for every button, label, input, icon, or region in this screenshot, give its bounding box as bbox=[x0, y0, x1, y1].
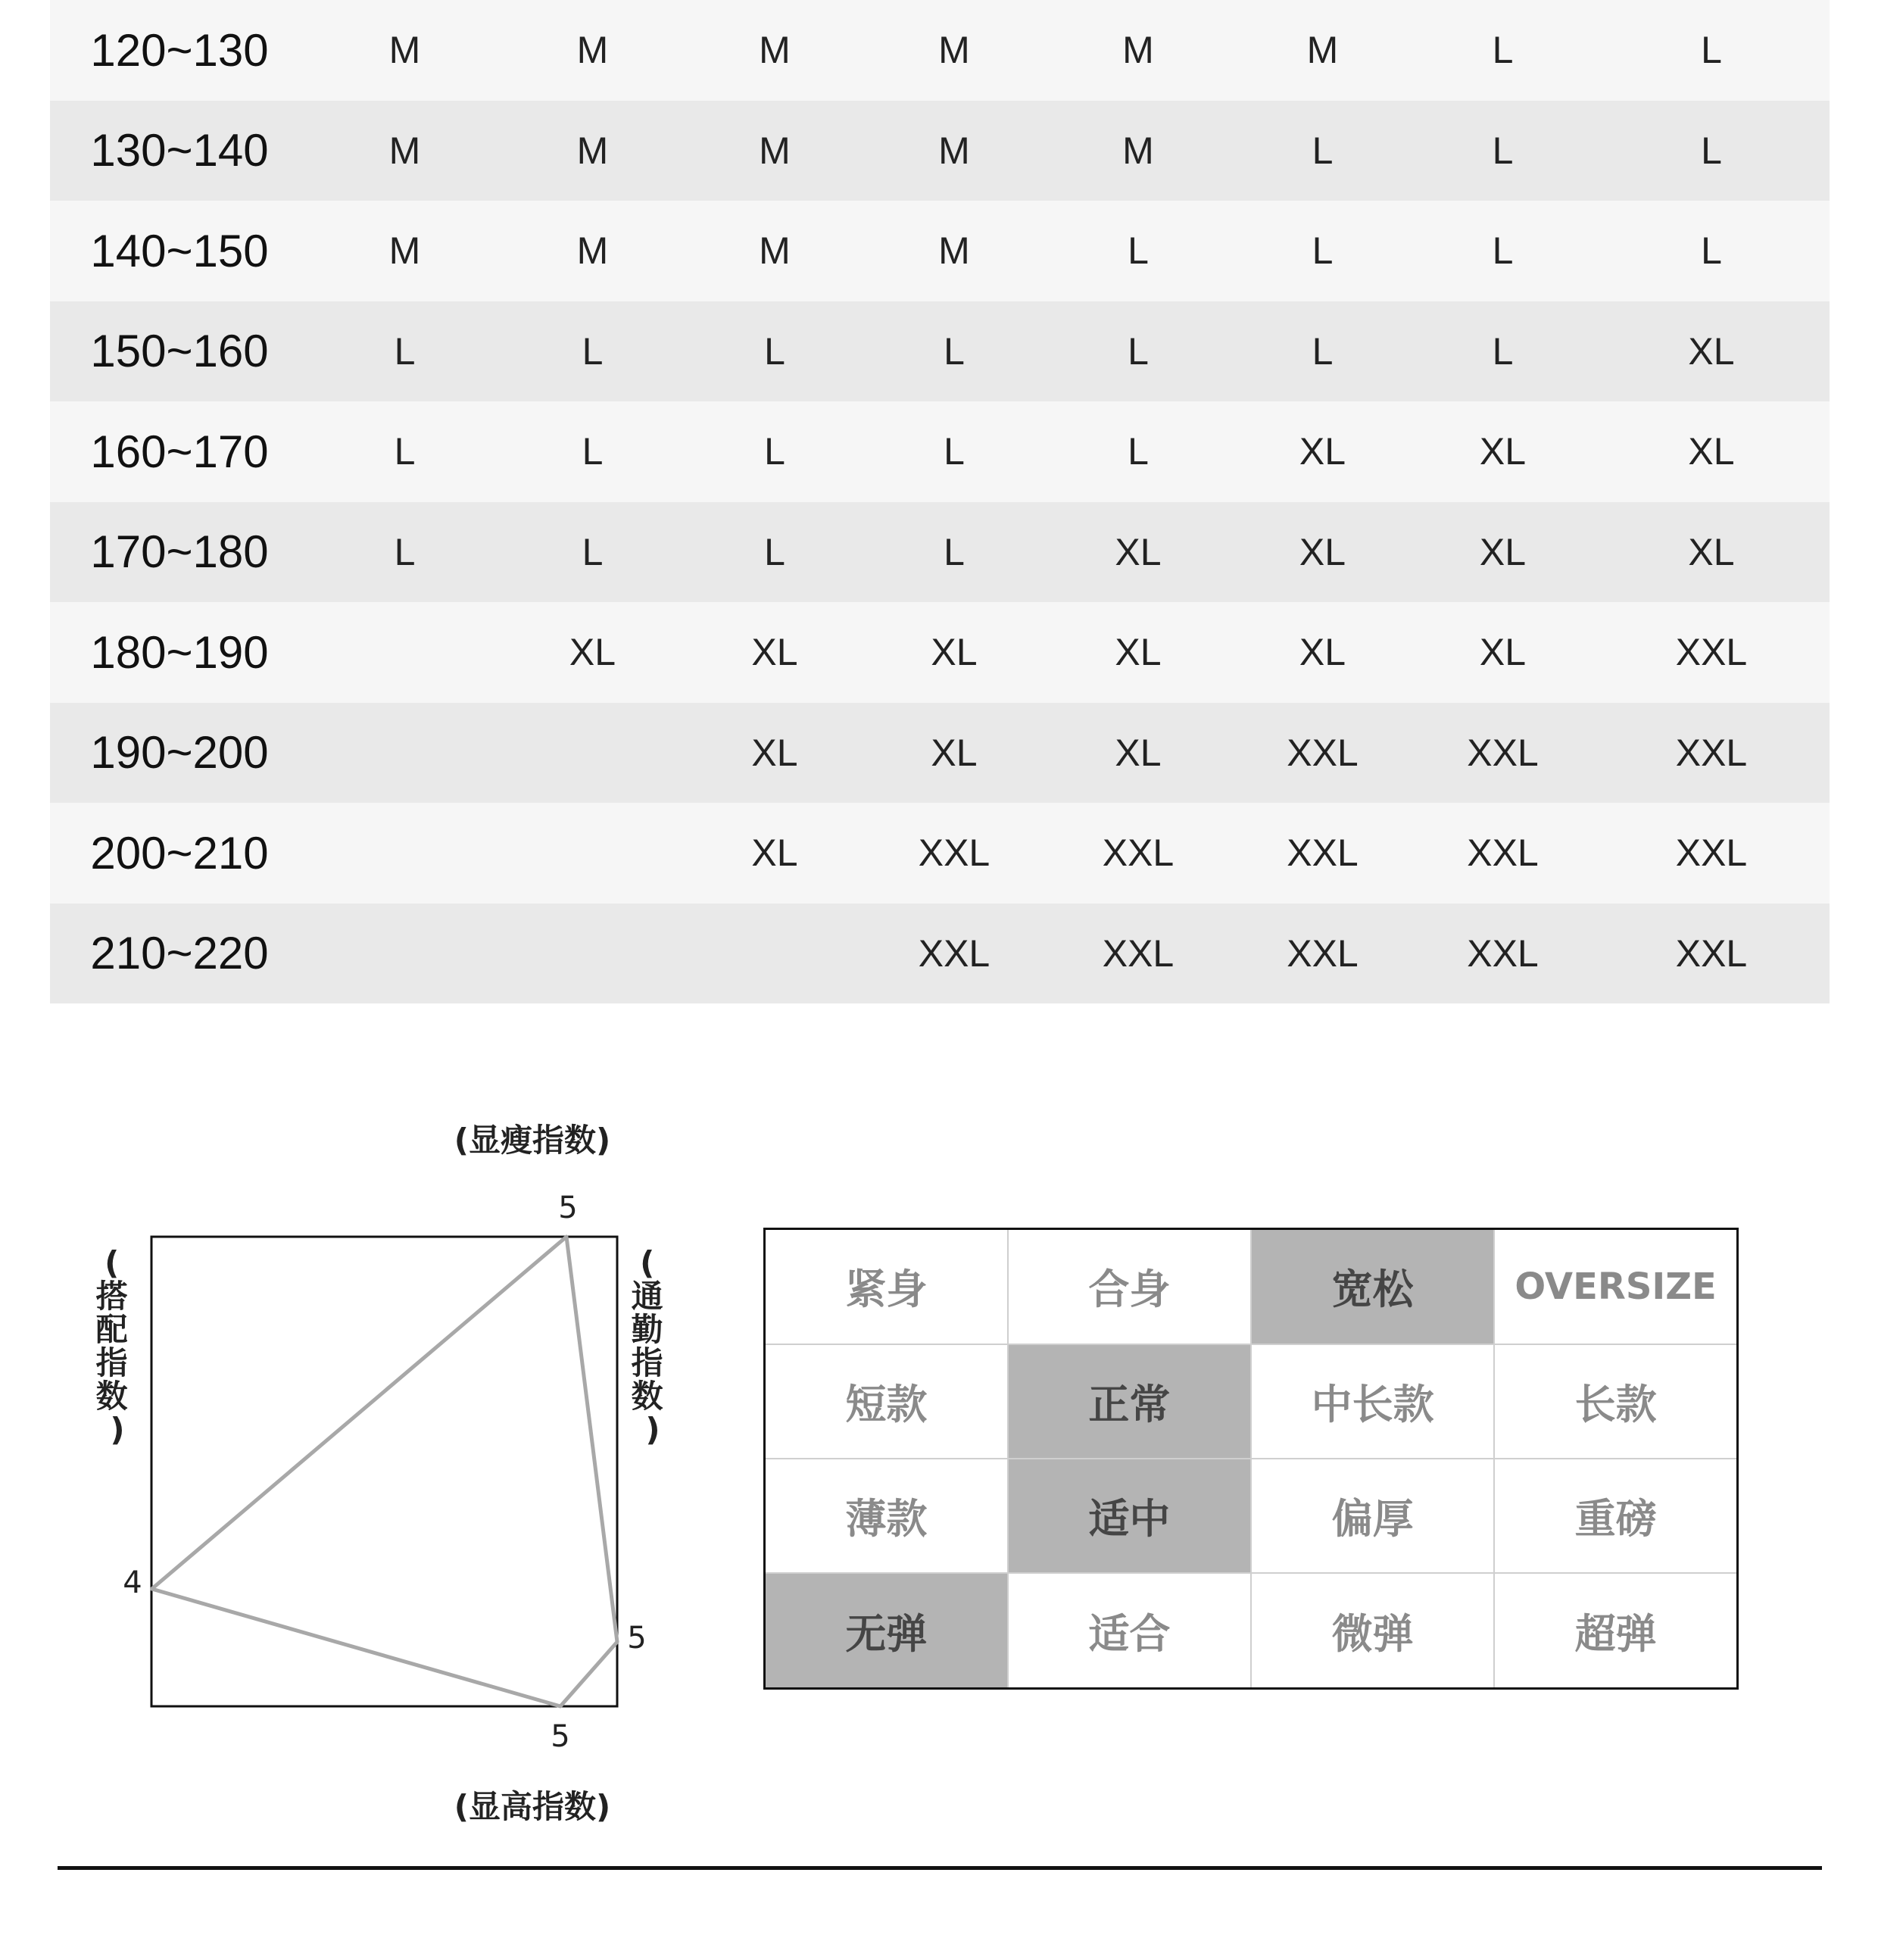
size-cell: L bbox=[1492, 229, 1514, 273]
size-range-cell: 180~190 bbox=[90, 626, 269, 678]
attribute-cell: 中长款 bbox=[1251, 1344, 1494, 1459]
size-cell: XXL bbox=[1467, 731, 1539, 774]
size-cell: XXL bbox=[1675, 832, 1748, 875]
commute-index-label: ( 通 勤 指 数 ) bbox=[631, 1244, 663, 1448]
size-cell bbox=[309, 904, 501, 1004]
size-cell: L bbox=[764, 329, 785, 373]
size-cell bbox=[309, 703, 501, 804]
size-cell: XL bbox=[1115, 731, 1162, 774]
size-range-cell: 210~220 bbox=[90, 928, 269, 979]
size-cell bbox=[685, 904, 865, 1004]
size-chart-body bbox=[50, 0, 1830, 1003]
attribute-row bbox=[765, 1344, 1738, 1459]
size-cell: XXL bbox=[1467, 832, 1539, 875]
size-cell bbox=[501, 803, 685, 904]
attribute-cell: 适中 bbox=[1008, 1459, 1251, 1573]
size-cell: XL bbox=[1299, 631, 1346, 674]
attribute-cell: 偏厚 bbox=[1251, 1459, 1494, 1573]
attribute-cell: 无弹 bbox=[765, 1573, 1008, 1688]
size-cell: L bbox=[1128, 430, 1149, 473]
size-cell: XL bbox=[569, 631, 616, 674]
size-cell: XXL bbox=[1467, 932, 1539, 975]
garment-attribute-body bbox=[765, 1229, 1738, 1689]
size-cell: XL bbox=[1299, 430, 1346, 473]
size-cell bbox=[501, 703, 685, 804]
attribute-cell: 合身 bbox=[1008, 1229, 1251, 1344]
size-cell: M bbox=[576, 129, 609, 172]
size-cell: M bbox=[759, 129, 791, 172]
size-cell: XL bbox=[1688, 530, 1735, 573]
commute-value: 5 bbox=[627, 1621, 647, 1656]
size-row bbox=[50, 502, 1830, 603]
size-cell: XL bbox=[1115, 530, 1162, 573]
size-cell bbox=[309, 803, 501, 904]
size-cell: XXL bbox=[1675, 631, 1748, 674]
size-cell: L bbox=[1492, 129, 1514, 172]
size-range-cell: 140~150 bbox=[90, 225, 269, 276]
matching-value: 4 bbox=[123, 1565, 142, 1600]
attribute-cell: 正常 bbox=[1008, 1344, 1251, 1459]
size-cell: L bbox=[944, 430, 965, 473]
size-row bbox=[50, 602, 1830, 703]
size-cell: L bbox=[944, 530, 965, 573]
size-cell: XXL bbox=[1287, 832, 1359, 875]
height-value: 5 bbox=[551, 1719, 570, 1754]
size-cell: XXL bbox=[1102, 932, 1175, 975]
slimming-index-label: (显瘦指数) bbox=[454, 1122, 611, 1159]
size-cell: L bbox=[1312, 329, 1334, 373]
size-cell: M bbox=[759, 29, 791, 72]
size-cell: XXL bbox=[1287, 932, 1359, 975]
size-cell: XL bbox=[1115, 631, 1162, 674]
attribute-row bbox=[765, 1229, 1738, 1344]
attribute-cell: 短款 bbox=[765, 1344, 1008, 1459]
attribute-cell: 重磅 bbox=[1494, 1459, 1737, 1573]
size-row bbox=[50, 803, 1830, 904]
size-cell: M bbox=[576, 29, 609, 72]
size-cell: L bbox=[944, 329, 965, 373]
size-range-cell: 120~130 bbox=[90, 24, 269, 76]
attribute-cell: 微弹 bbox=[1251, 1573, 1494, 1688]
size-cell: XXL bbox=[1675, 731, 1748, 774]
size-row bbox=[50, 904, 1830, 1004]
size-cell: XL bbox=[1299, 530, 1346, 573]
slimming-value: 5 bbox=[558, 1191, 578, 1225]
size-cell: M bbox=[1306, 29, 1339, 72]
size-cell: L bbox=[394, 329, 416, 373]
garment-attribute-grid bbox=[763, 1228, 1739, 1690]
size-row bbox=[50, 101, 1830, 201]
size-cell: XL bbox=[751, 832, 798, 875]
size-cell: XL bbox=[931, 731, 978, 774]
size-cell: XL bbox=[1479, 530, 1527, 573]
size-range-cell: 150~160 bbox=[90, 326, 269, 377]
size-cell: XXL bbox=[1675, 932, 1748, 975]
size-range-cell: 190~200 bbox=[90, 727, 269, 779]
size-cell: L bbox=[394, 530, 416, 573]
size-cell: XXL bbox=[918, 932, 990, 975]
size-chart-table bbox=[50, 0, 1830, 1003]
size-cell: M bbox=[938, 29, 970, 72]
size-range-cell: 130~140 bbox=[90, 125, 269, 176]
size-cell: M bbox=[759, 229, 791, 273]
size-range-cell: 170~180 bbox=[90, 526, 269, 578]
size-cell: M bbox=[388, 129, 421, 172]
size-cell: L bbox=[1312, 229, 1334, 273]
attribute-cell: 薄款 bbox=[765, 1459, 1008, 1573]
size-cell: M bbox=[388, 229, 421, 273]
size-cell: M bbox=[938, 229, 970, 273]
size-cell bbox=[309, 602, 501, 703]
size-row bbox=[50, 301, 1830, 402]
size-cell: L bbox=[582, 530, 604, 573]
size-cell: XXL bbox=[1287, 731, 1359, 774]
size-row bbox=[50, 0, 1830, 101]
height-index-label: (显高指数) bbox=[454, 1788, 611, 1825]
size-cell: L bbox=[764, 530, 785, 573]
size-cell: M bbox=[1122, 29, 1154, 72]
attribute-cell: OVERSIZE bbox=[1494, 1229, 1737, 1344]
size-row bbox=[50, 201, 1830, 301]
size-cell: XXL bbox=[1102, 832, 1175, 875]
size-range-cell: 160~170 bbox=[90, 426, 269, 477]
size-cell: M bbox=[576, 229, 609, 273]
size-cell: XL bbox=[751, 631, 798, 674]
size-cell: L bbox=[1312, 129, 1334, 172]
size-cell: L bbox=[582, 430, 604, 473]
size-cell: XL bbox=[931, 631, 978, 674]
size-cell: L bbox=[1701, 229, 1722, 273]
size-cell: L bbox=[1492, 29, 1514, 72]
size-cell bbox=[501, 904, 685, 1004]
size-cell: L bbox=[1701, 129, 1722, 172]
size-row bbox=[50, 401, 1830, 502]
size-cell: XL bbox=[1479, 631, 1527, 674]
size-cell: L bbox=[1128, 329, 1149, 373]
attribute-row bbox=[765, 1459, 1738, 1573]
size-cell: M bbox=[938, 129, 970, 172]
size-cell: XL bbox=[1688, 329, 1735, 373]
size-cell: XL bbox=[1479, 430, 1527, 473]
size-cell: L bbox=[1128, 229, 1149, 273]
size-cell: L bbox=[1492, 329, 1514, 373]
size-cell: L bbox=[1701, 29, 1722, 72]
attribute-cell: 紧身 bbox=[765, 1229, 1008, 1344]
size-cell: L bbox=[394, 430, 416, 473]
attribute-cell: 长款 bbox=[1494, 1344, 1737, 1459]
attribute-row bbox=[765, 1573, 1738, 1688]
size-cell: XXL bbox=[918, 832, 990, 875]
size-row bbox=[50, 703, 1830, 804]
size-cell: L bbox=[764, 430, 785, 473]
size-cell: XL bbox=[751, 731, 798, 774]
fit-index-radar bbox=[83, 1106, 689, 1833]
size-cell: M bbox=[1122, 129, 1154, 172]
size-cell: XL bbox=[1688, 430, 1735, 473]
size-cell: L bbox=[582, 329, 604, 373]
attribute-cell: 超弹 bbox=[1494, 1573, 1737, 1688]
attribute-cell: 适合 bbox=[1008, 1573, 1251, 1688]
size-range-cell: 200~210 bbox=[90, 827, 269, 879]
size-cell: M bbox=[388, 29, 421, 72]
attribute-cell: 宽松 bbox=[1251, 1229, 1494, 1344]
radar-frame bbox=[151, 1237, 617, 1706]
matching-index-label: ( 搭 配 指 数 ) bbox=[95, 1244, 128, 1448]
section-divider bbox=[58, 1866, 1822, 1870]
